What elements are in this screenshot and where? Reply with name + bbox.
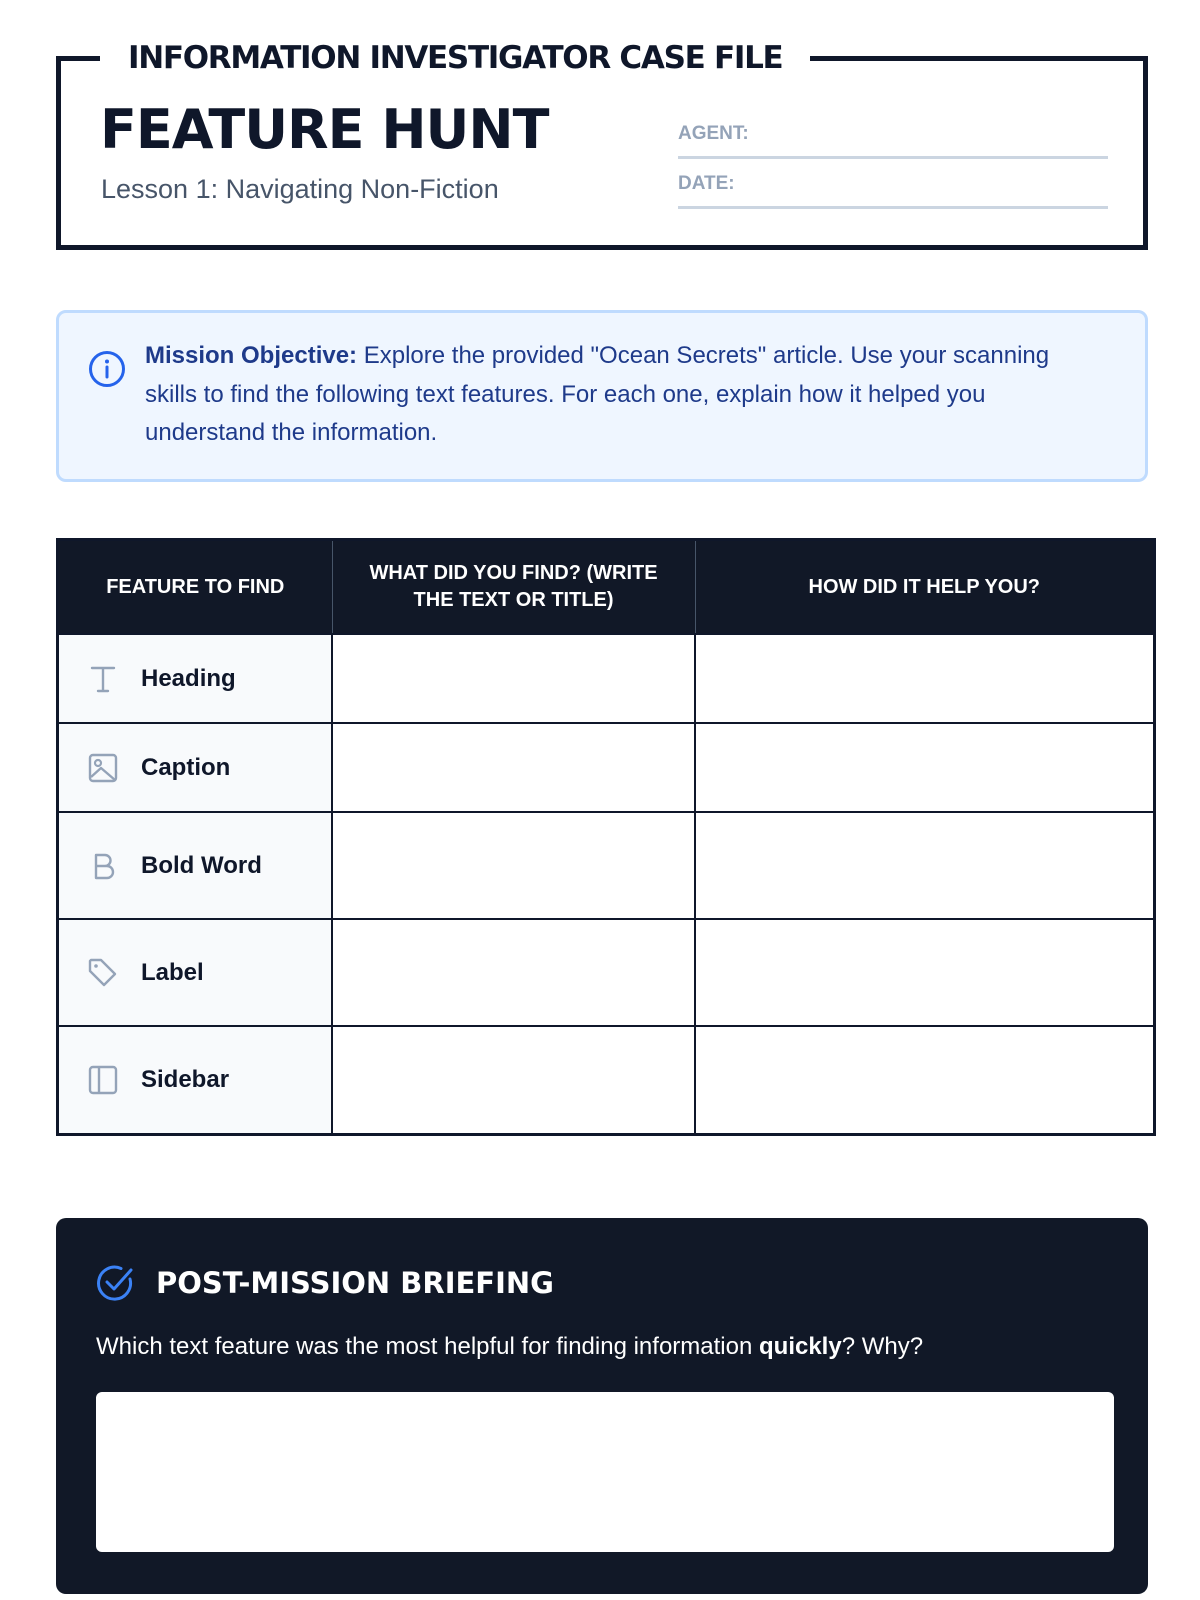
mission-objective-box (56, 310, 1148, 482)
table-header-row (58, 540, 1155, 635)
table-row (58, 919, 1155, 1026)
table-row (58, 812, 1155, 919)
mission-objective-body: Explore the provided "Ocean Secrets" article. Use your scanning skills to find the following text features. For each one, explain how it helped you understand the information. (145, 342, 1050, 446)
feature-cell-label (58, 919, 333, 1026)
feature-cell-bold-word (58, 812, 333, 919)
agent-field[interactable] (678, 122, 1108, 159)
case-file-label: INFORMATION INVESTIGATOR CASE FILE (100, 38, 810, 78)
feature-label: Caption (141, 753, 231, 781)
briefing-answer-box[interactable] (96, 1392, 1114, 1552)
what-found-cell[interactable] (332, 634, 695, 723)
briefing-title: POST-MISSION BRIEFING (156, 1266, 554, 1300)
bold-icon (87, 850, 119, 882)
what-found-cell[interactable] (332, 1026, 695, 1134)
check-circle-icon (94, 1262, 136, 1304)
date-label: DATE: (678, 173, 735, 194)
column-header-what-found: WHAT DID YOU FIND? (WRITE THE TEXT OR TITLE) (332, 540, 695, 635)
feature-cell-sidebar (58, 1026, 333, 1134)
date-field[interactable] (678, 172, 1108, 209)
what-found-cell[interactable] (332, 812, 695, 919)
column-header-how-helped: HOW DID IT HELP YOU? (695, 540, 1154, 635)
agent-label: AGENT: (678, 123, 749, 144)
lesson-subtitle: Lesson 1: Navigating Non-Fiction (101, 174, 499, 204)
feature-hunt-table (56, 538, 1156, 1136)
how-helped-cell[interactable] (695, 1026, 1154, 1134)
sidebar-icon (87, 1064, 119, 1096)
mission-objective-text (145, 337, 1105, 453)
tag-icon (87, 957, 119, 989)
briefing-question-emphasis: quickly (759, 1333, 842, 1360)
briefing-question (96, 1330, 923, 1364)
mission-objective-label: Mission Objective: (145, 342, 358, 369)
how-helped-cell[interactable] (695, 919, 1154, 1026)
briefing-question-end: ? Why? (841, 1333, 924, 1360)
heading-icon (87, 663, 119, 695)
table-row (58, 1026, 1155, 1134)
how-helped-cell[interactable] (695, 723, 1154, 812)
feature-label: Label (141, 958, 204, 986)
feature-cell-heading (58, 634, 333, 723)
info-icon (87, 349, 127, 389)
page-title: FEATURE HUNT (100, 98, 549, 161)
table-row (58, 723, 1155, 812)
feature-cell-caption (58, 723, 333, 812)
feature-label: Heading (141, 664, 236, 692)
feature-label: Bold Word (141, 851, 262, 879)
column-header-feature: FEATURE TO FIND (58, 540, 333, 635)
what-found-cell[interactable] (332, 723, 695, 812)
image-icon (87, 752, 119, 784)
feature-label: Sidebar (141, 1065, 230, 1093)
table-row (58, 634, 1155, 723)
briefing-question-start: Which text feature was the most helpful for finding information (96, 1333, 759, 1360)
how-helped-cell[interactable] (695, 634, 1154, 723)
how-helped-cell[interactable] (695, 812, 1154, 919)
post-mission-briefing (56, 1218, 1148, 1594)
what-found-cell[interactable] (332, 919, 695, 1026)
